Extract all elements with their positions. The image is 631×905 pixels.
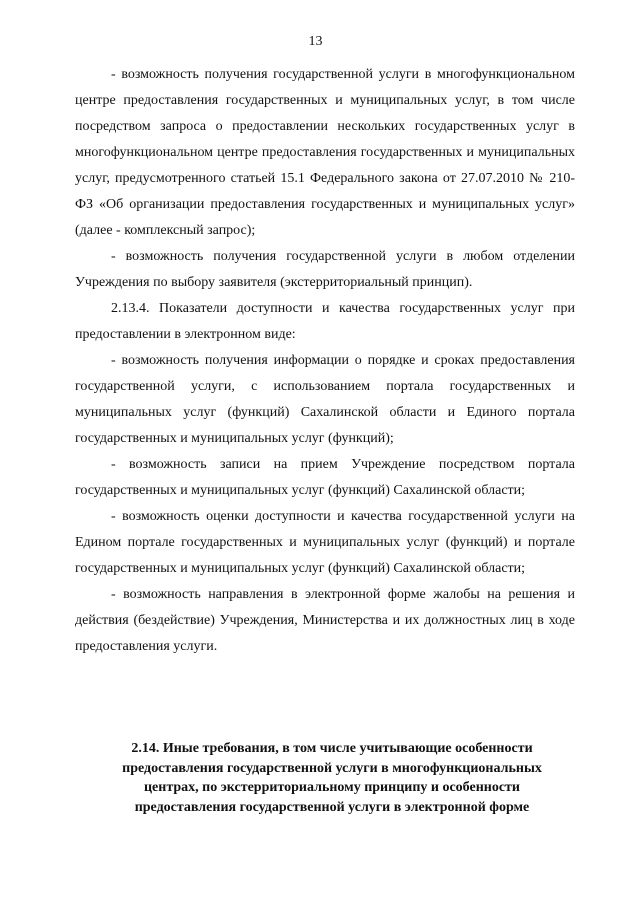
document-body: [75, 62, 575, 660]
paragraph-mfc-access: - возможность получения государственной услуги в многофункциональном центре предоставления государственных и муниципальных услуг, в том числе посредством запроса о предоставлении нескольких государственных услуг в многофункциональном центре предоставления государственных и муниципальных услуг, предусмотренного статьей 15.1 Федерального закона от 27.07.2010 № 210-ФЗ «Об организации предоставления государственных и муниципальных услуг» (далее - комплексный запрос);: [75, 67, 575, 238]
page-number: 13: [308, 34, 323, 49]
section-heading: 2.14. Иные требования, в том числе учитывающие особенности предоставления государственной услуги в многофункциональных центрах, по экстерриториальному принципу и особенности предоставления государственной услуги в электронной форме: [122, 741, 542, 815]
paragraph-information-access: - возможность получения информации о порядке и сроках предоставления государственной услуги, с использованием портала государственных и муниципальных услуг (функций) Сахалинской области и Единого портала государственных и муниципальных услуг (функций);: [75, 353, 575, 446]
paragraph-quality-assessment: - возможность оценки доступности и качества государственной услуги на Едином портале государственных и муниципальных услуг (функций) и портале государственных и муниципальных услуг (функций) Сахалинской области;: [75, 509, 575, 576]
paragraph-appointment: - возможность записи на прием Учреждение посредством портала государственных и муниципальных услуг (функций) Сахалинской области;: [75, 457, 575, 498]
paragraph-extraterritorial: - возможность получения государственной услуги в любом отделении Учреждения по выбору заявителя (экстерриториальный принцип).: [75, 249, 575, 290]
paragraph-electronic-indicators: 2.13.4. Показатели доступности и качества государственных услуг при предоставлении в электронном виде:: [75, 301, 575, 342]
paragraph-complaint: - возможность направления в электронной форме жалобы на решения и действия (бездействие) Учреждения, Министерства и их должностных лиц в ходе предоставления услуги.: [75, 587, 575, 654]
